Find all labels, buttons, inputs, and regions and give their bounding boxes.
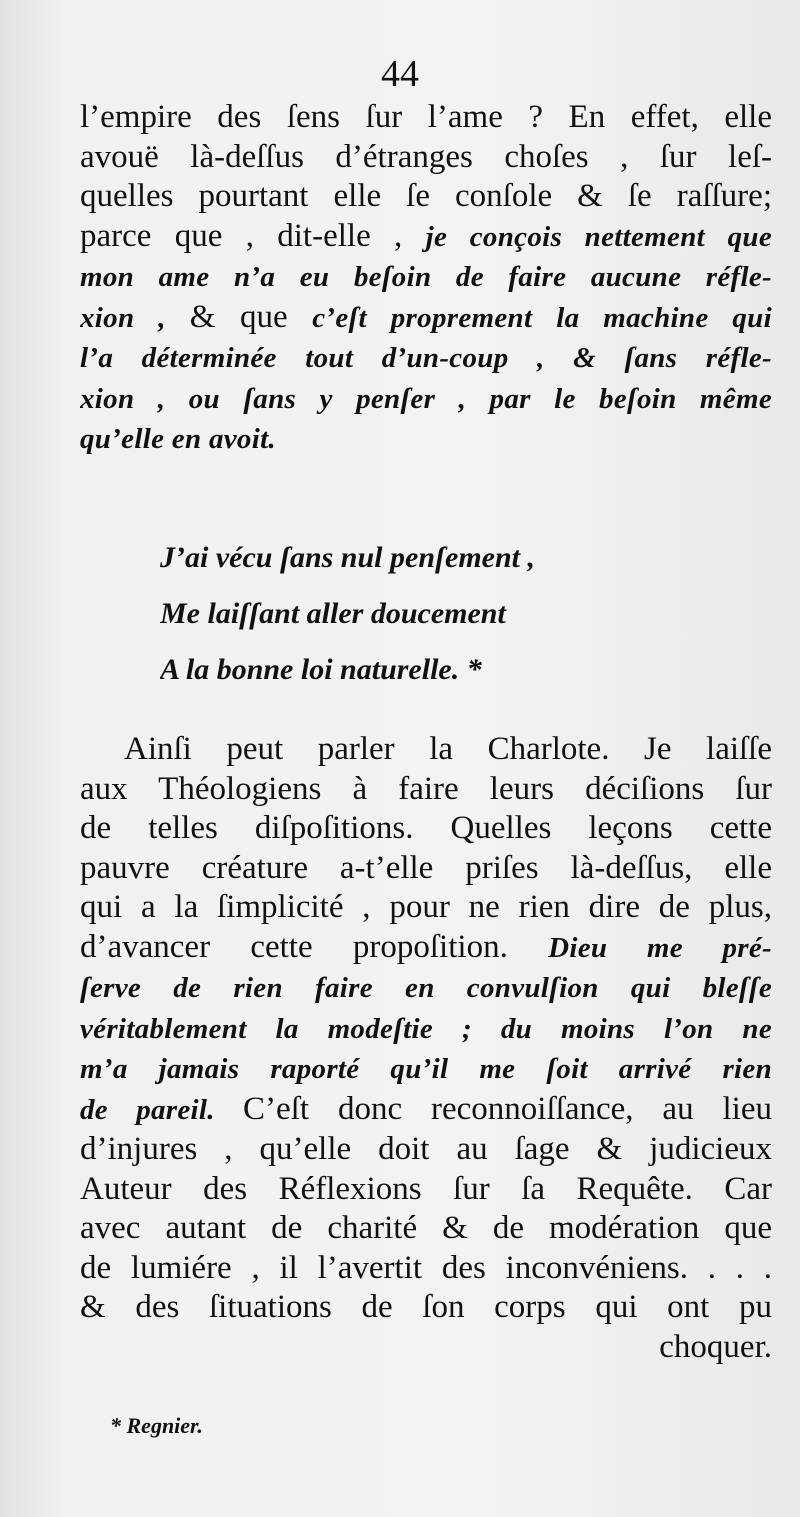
roman-text: l’empire des ſens ſur l’ame ? En effet, elle	[80, 99, 772, 135]
roman-text: quelles pourtant elle ſe conſole & ſe raſſure;	[80, 178, 772, 214]
text-line	[80, 1209, 772, 1249]
text-line	[80, 1009, 772, 1050]
text-line	[80, 849, 772, 889]
italic-text: m’a jamais raporté qu’il me ſoit arrivé rien	[80, 1053, 772, 1085]
roman-text: avec autant de charité & de modération que	[80, 1210, 772, 1246]
italic-text: xion , ou ſans y penſer , par le beſoin même	[80, 382, 772, 415]
roman-text: pauvre créature a-t’elle priſes là-deſſus, elle	[80, 849, 772, 886]
text-line	[80, 138, 772, 178]
italic-text: véritablement la modeſtie ; du moins l’on ne	[80, 1012, 772, 1045]
text-line	[80, 1130, 772, 1170]
text-line	[80, 1288, 772, 1328]
text-line	[80, 809, 772, 849]
text-line	[80, 1249, 772, 1289]
text-line	[80, 379, 772, 420]
roman-text: parce que , dit-elle ,	[80, 217, 426, 254]
roman-text: C’eſt donc reconnoiſſance, au lieu	[243, 1090, 772, 1127]
text-line	[80, 1090, 772, 1131]
roman-text: d’injures , qu’elle doit au ſage & judicieux	[80, 1131, 772, 1167]
text-line	[80, 1049, 772, 1090]
verse-line: A la bonne loi naturelle. *	[160, 653, 482, 686]
roman-text: Auteur des Réflexions ſur ſa Requête. Car	[80, 1170, 772, 1207]
text-line	[80, 338, 772, 379]
italic-text: mon ame n’a eu beſoin de faire aucune réfle-	[80, 261, 772, 293]
roman-text: choquer.	[659, 1328, 772, 1365]
italic-text: l’a déterminée tout d’un-coup , & ſans réfle-	[80, 342, 772, 374]
text-line	[80, 298, 772, 339]
italic-text: c’eſt proprement la machine qui	[312, 301, 772, 334]
roman-text: de telles diſpoſitions. Quelles leçons cette	[80, 810, 772, 846]
roman-text: aux Théologiens à faire leurs déciſions ſur	[80, 770, 772, 807]
roman-text: Ainſi peut parler la Charlote. Je laiſſe	[124, 731, 772, 767]
italic-text: Dieu me pré-	[548, 931, 772, 964]
text-line	[80, 928, 772, 969]
text-line	[80, 419, 772, 460]
text-line	[80, 888, 772, 928]
italic-text: je conçois nettement que	[425, 220, 772, 253]
paragraph-2	[80, 730, 772, 1367]
page-number: 44	[381, 53, 419, 95]
footnote: * Regnier.	[110, 1413, 203, 1438]
text-line	[80, 98, 772, 138]
roman-text: & que	[189, 298, 313, 335]
text-line	[80, 257, 772, 298]
italic-text: ſerve de rien faire en convulſion qui bleſſe	[80, 972, 772, 1004]
text-line	[80, 770, 772, 810]
verse-line: J’ai vécu ſans nul penſement ,	[160, 541, 535, 574]
verse-line: Me laiſſant aller doucement	[160, 597, 506, 630]
italic-text: qu’elle en avoit.	[80, 423, 276, 455]
roman-text: d’avancer cette propoſition.	[80, 928, 549, 965]
text-line	[80, 217, 772, 258]
text-line	[80, 177, 772, 217]
roman-text: qui a la ſimplicité , pour ne rien dire de plus,	[80, 889, 772, 925]
text-line	[80, 968, 772, 1009]
text-line	[80, 1328, 772, 1368]
roman-text: avouë là-deſſus d’étranges choſes , ſur leſ-	[80, 138, 772, 175]
text-line	[80, 1170, 772, 1210]
italic-text: de pareil.	[80, 1093, 244, 1126]
text-line	[80, 730, 772, 770]
italic-text: xion ,	[80, 301, 190, 334]
roman-text: & des ſituations de ſon corps qui ont pu	[80, 1289, 772, 1325]
roman-text: de lumiére , il l’avertit des inconvéniens. . . .	[80, 1249, 772, 1286]
paragraph-1	[80, 98, 772, 460]
verse-quotation	[160, 530, 720, 698]
